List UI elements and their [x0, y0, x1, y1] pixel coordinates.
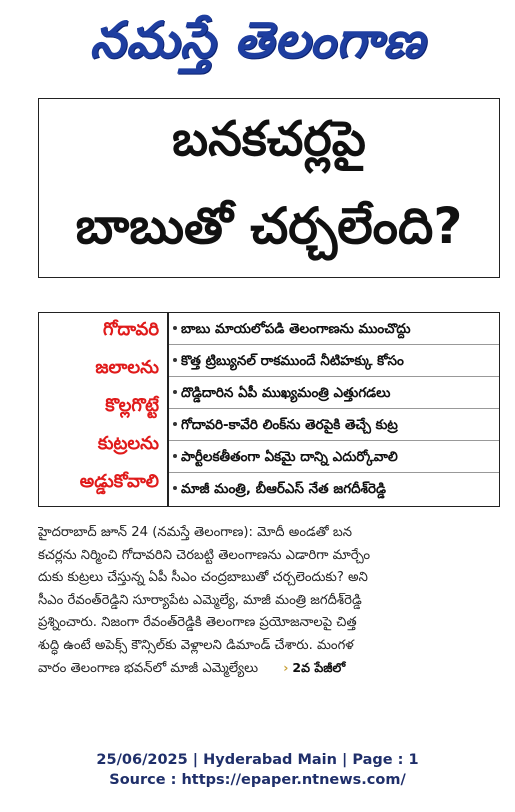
article-line: సీఎం రేవంత్‌రెడ్డిని సూర్యాపేట ఎమ్మెల్యే, మాజీ మంత్రి జగదీశ్‌రెడ్డి [38, 592, 362, 608]
article-line: కచర్లను నిర్మించి గోదావరిని చెరబట్టి తెలంగాణను ఎడారిగా మార్చేం [38, 547, 371, 563]
footer-source: Source : https://epaper.ntnews.com/ [109, 772, 406, 788]
bullet-item: మాజీ మంత్రి, బీఆర్‌ఎస్ నేత జగదీశ్‌రెడ్డి [169, 473, 499, 505]
headline-line-1: బనకచర్లపై [172, 111, 366, 167]
headline-line-2: బాబుతో చర్చలేంది? [75, 197, 463, 255]
article-body [38, 522, 500, 681]
article-line: శుద్ధి ఉంటే అపెక్స్ కౌన్సిల్‌కు వెళ్లాలని డిమాండ్ చేశారు. మంగళ [38, 637, 354, 653]
article-line: దుకు కుట్రలు చేస్తున్న ఏపీ సీఎం చంద్రబాబుతో చర్చలెందుకు? అని [38, 570, 368, 585]
bullet-item: కొత్త ట్రిబ్యునల్ రాకముందే నీటిహక్కు కోసం [169, 345, 499, 377]
footer-date-edition: 25/06/2025 | Hyderabad Main | Page : 1 [96, 752, 419, 768]
bullet-item: దొడ్డిదారిన ఏపీ ముఖ్యమంత్రి ఎత్తుగడలు [169, 377, 499, 409]
bullet-item: పార్టీలకతీతంగా ఏకమై దాన్ని ఎదుర్కోవాలి [169, 441, 499, 473]
article-line: వారం తెలంగాణ భవన్‌లో మాజీ ఎమ్మెల్యేలు [38, 661, 259, 676]
side-note-line: కొల్లగొట్టే [105, 395, 159, 416]
article-line: ప్రశ్నించారు. నిజంగా రేవంత్‌రెడ్డికి తెలంగాణ ప్రయోజనాలపై చిత్త [38, 615, 357, 630]
side-note-line: జలాలను [95, 357, 159, 378]
newspaper-title: నమస్తే తెలంగాణ [89, 10, 426, 69]
bullet-list [168, 312, 500, 507]
side-note-box [38, 312, 168, 507]
article-line: హైదరాబాద్ జూన్ 24 (నమస్తే తెలంగాణ): మోదీ అండతో బన [38, 525, 353, 540]
chevron-right-icon: › [283, 660, 289, 675]
side-note-line: గోదావరి [103, 319, 159, 340]
side-note-line: కుట్రలను [97, 433, 159, 454]
masthead [0, 0, 515, 92]
continued-on-page-link[interactable] [283, 657, 345, 680]
headline-box [38, 98, 500, 278]
article-line-last [38, 657, 500, 681]
bullet-item: బాబు మాయలోపడి తెలంగాణను ముంచొద్దు [169, 313, 499, 345]
continued-label: 2వ పేజీలో [292, 660, 346, 675]
bullet-item: గోదావరి-కావేరి లింక్‌ను తెరపైకి తెచ్చే కుట్ర [169, 409, 499, 441]
side-note-line: అడ్డుకోవాలి [79, 471, 159, 492]
